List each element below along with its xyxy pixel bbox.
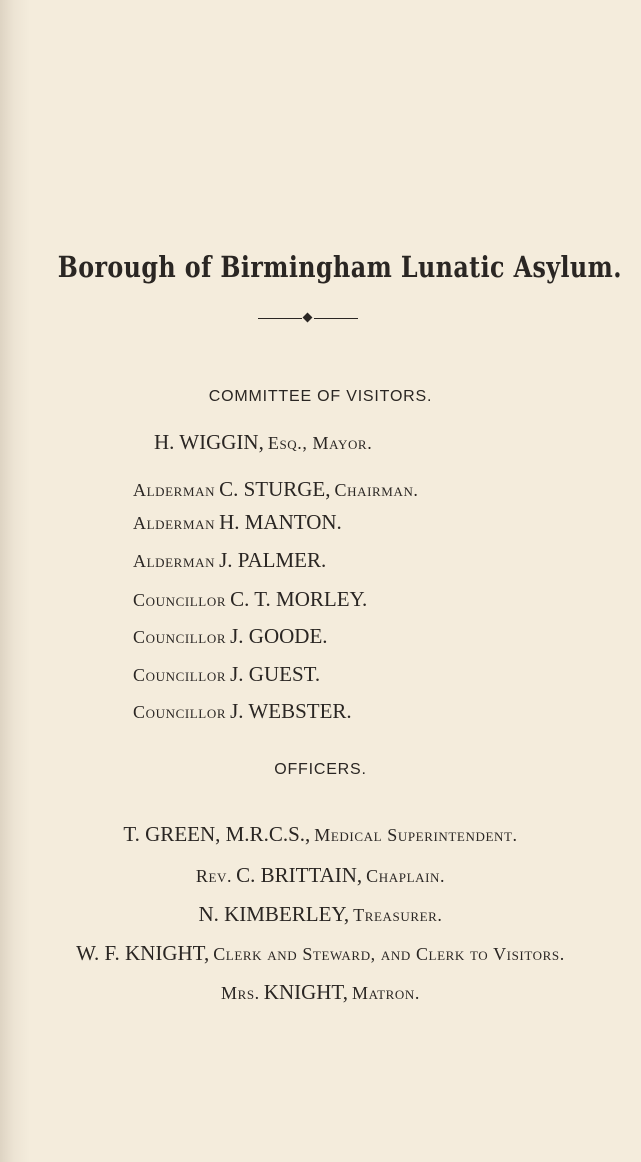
member-prefix: Alderman	[133, 480, 216, 500]
member-name: H. WIGGIN,	[154, 430, 264, 454]
member-name: J. WEBSTER.	[230, 699, 352, 723]
officer-prefix: Rev.	[195, 866, 233, 886]
officer-name: N. KIMBERLEY,	[198, 902, 350, 926]
member-prefix: Councillor	[133, 590, 227, 610]
member-suffix: Chairman.	[334, 480, 419, 500]
diamond-ornament-icon	[303, 313, 313, 323]
member-name: C. T. MORLEY.	[230, 587, 368, 611]
member-name: J. GUEST.	[230, 662, 321, 686]
officers-heading: OFFICERS.	[274, 761, 367, 778]
committee-member	[133, 510, 342, 535]
member-prefix: Councillor	[133, 702, 227, 722]
ornament-rule-right	[314, 318, 358, 319]
committee-member	[133, 699, 352, 724]
committee-member	[133, 624, 328, 649]
committee-member	[133, 587, 367, 612]
committee-member	[133, 477, 419, 502]
member-prefix: Councillor	[133, 665, 227, 685]
member-suffix: Esq., Mayor.	[267, 433, 373, 453]
officer-name: C. BRITTAIN,	[236, 863, 363, 887]
officer-entry	[0, 863, 641, 888]
member-prefix: Alderman	[133, 513, 216, 533]
officer-entry	[0, 902, 641, 927]
officer-name: W. F. KNIGHT,	[76, 941, 210, 965]
committee-member	[133, 662, 320, 687]
member-name: C. STURGE,	[219, 477, 331, 501]
officer-name: KNIGHT,	[263, 980, 348, 1004]
member-prefix: Councillor	[133, 627, 227, 647]
officer-role: Clerk and Steward, and Clerk to Visitors.	[213, 944, 565, 964]
officer-name: T. GREEN, M.R.C.S.,	[123, 822, 311, 846]
committee-heading: COMMITTEE OF VISITORS.	[208, 388, 433, 405]
committee-member	[154, 430, 372, 455]
member-name: J. PALMER.	[219, 548, 327, 572]
officer-role: Chaplain.	[366, 866, 446, 886]
officer-entry	[0, 822, 641, 847]
officer-entry	[0, 941, 641, 966]
officer-role: Matron.	[351, 983, 421, 1003]
officer-entry	[0, 980, 641, 1005]
officer-prefix: Mrs.	[220, 983, 260, 1003]
officer-role: Medical Superintendent.	[314, 825, 518, 845]
member-name: H. MANTON.	[219, 510, 342, 534]
ornament-rule-left	[258, 318, 302, 319]
title-ornament-divider	[258, 316, 358, 322]
document-title: Borough of Birmingham Lunatic Asylum.	[57, 250, 622, 284]
member-prefix: Alderman	[133, 551, 216, 571]
member-name: J. GOODE.	[230, 624, 328, 648]
officer-role: Treasurer.	[353, 905, 443, 925]
committee-member	[133, 548, 326, 573]
